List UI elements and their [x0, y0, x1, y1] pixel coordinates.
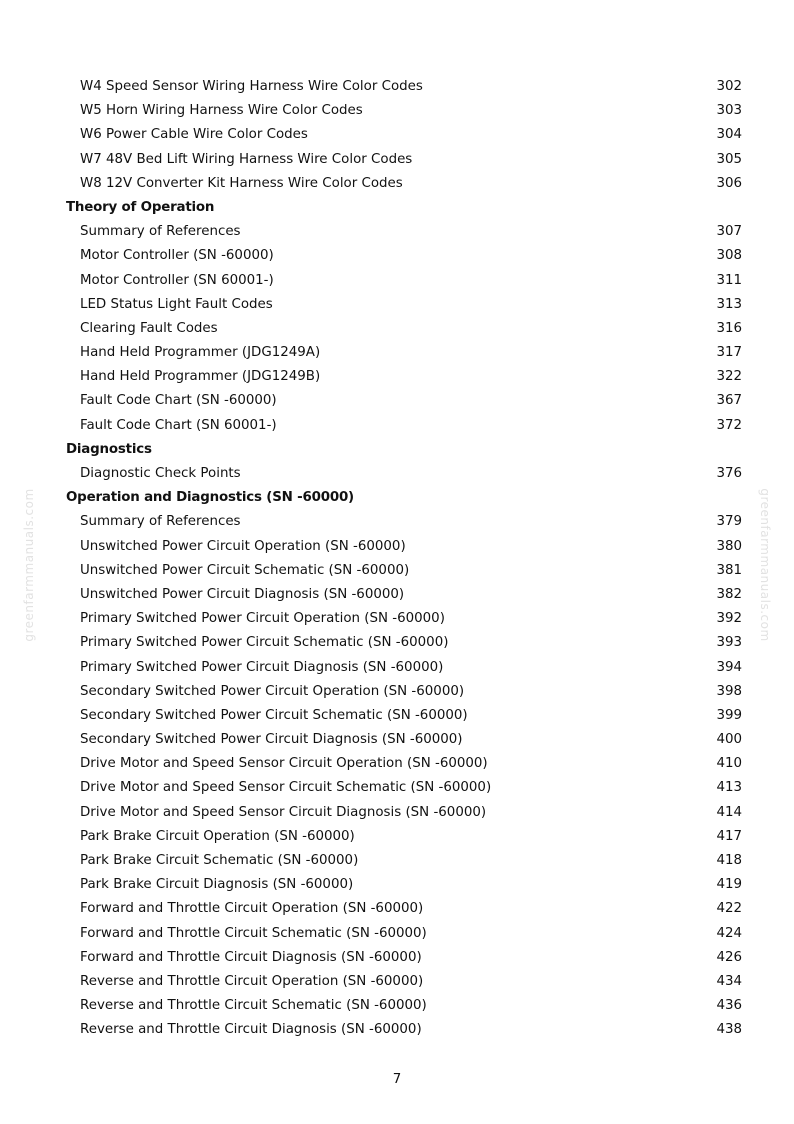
toc-entry-page-number: 308: [716, 248, 742, 264]
toc-entry-page-number: 372: [716, 417, 742, 433]
toc-entry-title: Drive Motor and Speed Sensor Circuit Schematic (SN -60000): [80, 780, 492, 796]
toc-entry-page-number: 422: [716, 901, 742, 917]
toc-entry-page-number: 380: [716, 538, 742, 554]
toc-entry-page-number: 322: [716, 369, 742, 385]
toc-entry-page-number: 418: [716, 853, 742, 868]
toc-entry-title: Motor Controller (SN -60000): [80, 248, 274, 264]
toc-entry-page-number: 392: [716, 611, 742, 627]
toc-entry-title: Forward and Throttle Circuit Diagnosis (SN -60000): [80, 949, 422, 965]
toc-entry-title: W4 Speed Sensor Wiring Harness Wire Color Codes: [80, 79, 423, 94]
toc-entry[interactable]: [66, 631, 742, 655]
toc-entry-page-number: 316: [716, 320, 742, 336]
toc-entry[interactable]: [66, 801, 742, 825]
toc-entry-title: Hand Held Programmer (JDG1249A): [80, 345, 321, 361]
toc-entry[interactable]: [66, 293, 742, 317]
toc-entry-title: Reverse and Throttle Circuit Schematic (SN -60000): [80, 998, 427, 1014]
toc-entry-title: Park Brake Circuit Operation (SN -60000): [80, 828, 355, 844]
toc-entry-page-number: 376: [716, 466, 742, 481]
toc-entry-page-number: 311: [716, 272, 742, 288]
toc-entry[interactable]: [66, 123, 742, 147]
toc-entry-title: Primary Switched Power Circuit Diagnosis (SN -60000): [80, 659, 444, 675]
toc-entry[interactable]: [66, 389, 742, 413]
toc-entry-title: Reverse and Throttle Circuit Operation (SN -60000): [80, 973, 424, 989]
toc-entry-title: Drive Motor and Speed Sensor Circuit Operation (SN -60000): [80, 756, 488, 772]
toc-entry-page-number: 424: [716, 925, 742, 941]
toc-entry-page-number: 417: [716, 828, 742, 844]
toc-entry[interactable]: [66, 75, 742, 99]
toc-entry-title: Unswitched Power Circuit Schematic (SN -60000): [80, 562, 410, 578]
toc-entry-title: Primary Switched Power Circuit Operation (SN -60000): [80, 611, 445, 627]
toc-entry-title: Summary of References: [80, 224, 241, 240]
toc-entry-title: Secondary Switched Power Circuit Operation (SN -60000): [80, 683, 465, 699]
toc-entry-page-number: 419: [716, 877, 742, 893]
toc-section-heading[interactable]: [66, 438, 742, 462]
page-number: 7: [392, 1072, 402, 1087]
toc-entry-title: Park Brake Circuit Schematic (SN -60000): [80, 853, 359, 868]
toc-entry-page-number: 434: [716, 973, 742, 989]
toc-entry-page-number: 307: [716, 224, 742, 240]
watermark-left: greenfarmmanuals.com: [22, 488, 36, 642]
toc-entry[interactable]: [66, 849, 742, 873]
toc-entry-title: W5 Horn Wiring Harness Wire Color Codes: [80, 103, 363, 119]
toc-entry[interactable]: [66, 269, 742, 293]
toc-entry-page-number: 382: [716, 586, 742, 602]
toc-entry-page-number: 400: [716, 732, 742, 748]
toc-entry-title: Secondary Switched Power Circuit Diagnosis (SN -60000): [80, 732, 463, 748]
toc-entry-page-number: 413: [716, 780, 742, 796]
toc-entry-title: Diagnostics: [66, 441, 152, 457]
toc-entry[interactable]: [66, 559, 742, 583]
toc-entry[interactable]: [66, 922, 742, 946]
toc-entry[interactable]: [66, 970, 742, 994]
toc-entry[interactable]: [66, 1018, 742, 1042]
toc-entry-title: Primary Switched Power Circuit Schematic (SN -60000): [80, 635, 449, 651]
toc-entry[interactable]: [66, 728, 742, 752]
toc-entry[interactable]: [66, 510, 742, 534]
toc-entry-title: Fault Code Chart (SN -60000): [80, 393, 277, 409]
toc-entry[interactable]: [66, 776, 742, 800]
toc-entry[interactable]: [66, 873, 742, 897]
toc-entry-page-number: 317: [716, 345, 742, 361]
toc-entry-title: Unswitched Power Circuit Diagnosis (SN -60000): [80, 586, 405, 602]
toc-entry-title: Drive Motor and Speed Sensor Circuit Diagnosis (SN -60000): [80, 804, 487, 820]
toc-entry-page-number: 302: [716, 79, 742, 94]
toc-entry-page-number: 399: [716, 707, 742, 723]
toc-entry-page-number: 398: [716, 683, 742, 699]
toc-entry[interactable]: [66, 462, 742, 486]
toc-entry-page-number: 436: [716, 998, 742, 1014]
toc-entry[interactable]: [66, 414, 742, 438]
toc-entry-page-number: 414: [716, 804, 742, 820]
toc-entry[interactable]: [66, 244, 742, 268]
toc-entry[interactable]: [66, 607, 742, 631]
toc-entry[interactable]: [66, 656, 742, 680]
toc-entry-title: Forward and Throttle Circuit Schematic (SN -60000): [80, 925, 427, 941]
toc-entry-title: Fault Code Chart (SN 60001-): [80, 417, 277, 433]
toc-entry-page-number: 381: [716, 562, 742, 578]
toc-entry-title: Theory of Operation: [66, 199, 215, 215]
toc-entry[interactable]: [66, 148, 742, 172]
toc-entry[interactable]: [66, 341, 742, 365]
toc-entry-title: Clearing Fault Codes: [80, 320, 218, 336]
toc-entry-page-number: 313: [716, 296, 742, 312]
toc-entry[interactable]: [66, 897, 742, 921]
toc-entry-title: Motor Controller (SN 60001-): [80, 272, 274, 288]
toc-entry-title: W7 48V Bed Lift Wiring Harness Wire Color Codes: [80, 151, 413, 167]
toc-entry-page-number: 379: [716, 514, 742, 530]
toc-entry[interactable]: [66, 994, 742, 1018]
toc-entry-title: Hand Held Programmer (JDG1249B): [80, 369, 321, 385]
toc-section-heading[interactable]: [66, 196, 742, 220]
toc-entry[interactable]: [66, 825, 742, 849]
toc-entry-title: Park Brake Circuit Diagnosis (SN -60000): [80, 877, 354, 893]
toc-entry[interactable]: [66, 583, 742, 607]
toc-entry-title: LED Status Light Fault Codes: [80, 296, 273, 312]
toc-section-heading[interactable]: [66, 486, 742, 510]
toc-entry[interactable]: [66, 946, 742, 970]
toc-entry[interactable]: [66, 535, 742, 559]
toc-entry[interactable]: [66, 680, 742, 704]
toc-entry-title: Operation and Diagnostics (SN -60000): [66, 490, 354, 506]
toc-entry-page-number: 393: [716, 635, 742, 651]
toc-entry[interactable]: [66, 317, 742, 341]
toc-entry-page-number: 306: [716, 175, 742, 191]
watermark-right: greenfarmmanuals.com: [758, 488, 772, 642]
table-of-contents: [66, 75, 742, 1043]
toc-entry-page-number: 394: [716, 659, 742, 675]
toc-entry-page-number: 410: [716, 756, 742, 772]
toc-entry-title: W8 12V Converter Kit Harness Wire Color Codes: [80, 175, 403, 191]
toc-entry[interactable]: [66, 220, 742, 244]
toc-entry-page-number: 304: [716, 127, 742, 143]
toc-entry-title: Secondary Switched Power Circuit Schematic (SN -60000): [80, 707, 468, 723]
toc-entry-title: Forward and Throttle Circuit Operation (SN -60000): [80, 901, 424, 917]
toc-entry-title: Summary of References: [80, 514, 241, 530]
toc-entry-title: W6 Power Cable Wire Color Codes: [80, 127, 308, 143]
toc-entry-page-number: 305: [716, 151, 742, 167]
toc-entry[interactable]: [66, 704, 742, 728]
toc-entry-page-number: 303: [716, 103, 742, 119]
toc-entry-page-number: 438: [716, 1022, 742, 1038]
toc-entry[interactable]: [66, 752, 742, 776]
toc-entry[interactable]: [66, 365, 742, 389]
toc-entry-title: Diagnostic Check Points: [80, 466, 241, 481]
toc-entry-title: Unswitched Power Circuit Operation (SN -60000): [80, 538, 406, 554]
toc-entry-page-number: 367: [716, 393, 742, 409]
toc-entry-page-number: 426: [716, 949, 742, 965]
toc-entry-title: Reverse and Throttle Circuit Diagnosis (SN -60000): [80, 1022, 422, 1038]
toc-entry[interactable]: [66, 99, 742, 123]
toc-entry[interactable]: [66, 172, 742, 196]
